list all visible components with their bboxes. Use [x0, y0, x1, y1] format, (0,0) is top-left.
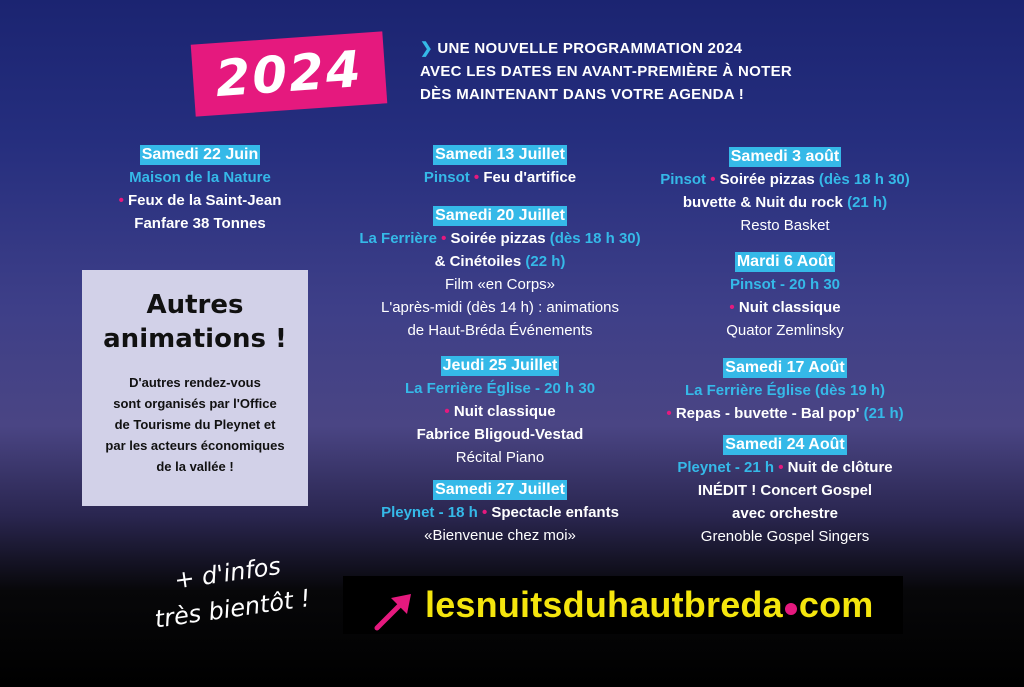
event-place: Maison de la Nature: [129, 169, 271, 186]
event-activity: Nuit classique: [738, 299, 841, 316]
event-time: (dès 18 h 30): [549, 230, 641, 247]
event-date: Jeudi 25 Juillet: [442, 357, 558, 374]
intro-line-3: DÈS MAINTENANT DANS VOTRE AGENDA !: [420, 86, 745, 103]
more-info-note: [116, 540, 344, 642]
event-detail: Film «en Corps»: [444, 276, 556, 293]
more-info-line-2: très bientôt !: [152, 584, 313, 634]
event-gospel: [640, 433, 930, 548]
event-recital-piano: [330, 354, 670, 469]
event-activity: Soirée pizzas: [719, 171, 815, 188]
event-detail: Grenoble Gospel Singers: [700, 528, 870, 545]
event-activity: Soirée pizzas: [450, 230, 546, 247]
event-detail: Resto Basket: [740, 217, 830, 234]
event-detail: L'après-midi (dès 14 h) : animations: [381, 299, 619, 316]
event-detail: Fabrice Bligoud-Vestad: [416, 426, 584, 443]
event-nuit-rock: [640, 145, 930, 237]
event-date: Samedi 13 Juillet: [435, 146, 565, 163]
event-detail: Fanfare 38 Tonnes: [134, 215, 266, 232]
event-place: La Ferrière: [359, 230, 437, 247]
event-activity: Nuit classique: [453, 403, 556, 420]
event-activity: Nuit de clôture: [787, 459, 893, 476]
year-badge: [191, 31, 388, 116]
event-detail: «Bienvenue chez moi»: [424, 527, 576, 544]
year-label: 2024: [213, 39, 365, 109]
event-activity: Spectacle enfants: [491, 504, 619, 521]
box-line: D'autres rendez-vous: [129, 375, 261, 390]
intro-text: [420, 37, 840, 106]
website-banner[interactable]: [343, 576, 903, 634]
event-detail: Quator Zemlinsky: [726, 322, 844, 339]
intro-line-2: AVEC LES DATES EN AVANT-PREMIÈRE À NOTER: [420, 63, 793, 80]
event-place: Pleynet - 18 h: [381, 504, 478, 521]
event-feu-artifice: [330, 143, 670, 189]
event-date: Samedi 27 Juillet: [435, 481, 565, 498]
other-animations-box: [82, 270, 308, 506]
event-place: Pinsot - 20 h 30: [729, 276, 841, 293]
arrow-up-right-icon: [373, 590, 415, 632]
event-activity-2: & Cinétoiles: [434, 253, 522, 270]
event-saint-jean: [70, 143, 330, 235]
event-activity: Feu d'artifice: [483, 169, 577, 186]
bullet-icon: •: [778, 459, 784, 476]
event-time: (21 h): [863, 405, 904, 422]
event-cinetoiles: [330, 204, 670, 342]
event-detail: INÉDIT ! Concert Gospel: [697, 482, 873, 499]
bullet-icon: •: [481, 504, 488, 521]
box-title-1: Autres: [146, 290, 244, 320]
event-activity-2: buvette & Nuit du rock: [682, 194, 843, 211]
bullet-icon: •: [444, 403, 450, 420]
bullet-icon: •: [666, 405, 672, 422]
event-place: Pleynet - 21 h: [677, 459, 775, 476]
event-place: Pinsot: [660, 171, 707, 188]
event-place: Pinsot: [423, 169, 470, 186]
event-date: Mardi 6 Août: [736, 253, 834, 270]
event-time: (dès 18 h 30): [818, 171, 910, 188]
bullet-icon: •: [118, 192, 124, 209]
event-spectacle-enfants: [330, 478, 670, 547]
event-quator: [640, 250, 930, 342]
box-title-2: animations !: [103, 324, 287, 354]
more-info-line-1: + d'infos: [172, 551, 283, 595]
event-date: Samedi 3 août: [730, 148, 840, 165]
dot-icon: [785, 603, 797, 615]
event-date: Samedi 22 Juin: [141, 146, 259, 163]
bullet-icon: •: [729, 299, 735, 316]
box-line: de la vallée !: [156, 459, 234, 474]
event-activity: Repas - buvette - Bal pop': [675, 405, 860, 422]
event-detail: avec orchestre: [732, 505, 838, 522]
event-time-2: (21 h): [847, 194, 888, 211]
event-date: Samedi 24 Août: [725, 436, 845, 453]
event-activity: Feux de la Saint-Jean: [128, 192, 282, 209]
event-detail: de Haut-Bréda Événements: [407, 322, 593, 339]
event-place: La Ferrière Église (dès 19 h): [684, 382, 886, 399]
website-link[interactable]: lesnuitsduhautbreda com: [425, 584, 874, 625]
event-detail: Récital Piano: [455, 449, 545, 466]
bullet-icon: •: [473, 169, 480, 186]
event-bal-pop: [640, 356, 930, 425]
event-date: Samedi 17 Août: [725, 359, 845, 376]
intro-line-1: ❯ UNE NOUVELLE PROGRAMMATION 2024: [420, 40, 743, 57]
box-line: par les acteurs économiques: [105, 438, 285, 453]
bullet-icon: •: [710, 171, 716, 188]
event-place: La Ferrière Église - 20 h 30: [404, 380, 596, 397]
bullet-icon: •: [441, 230, 447, 247]
chevron-right-icon: ❯: [420, 40, 433, 57]
event-time-2: (22 h): [525, 253, 566, 270]
event-date: Samedi 20 Juillet: [435, 207, 565, 224]
box-line: de Tourisme du Pleynet et: [114, 417, 276, 432]
box-line: sont organisés par l'Office: [113, 396, 277, 411]
